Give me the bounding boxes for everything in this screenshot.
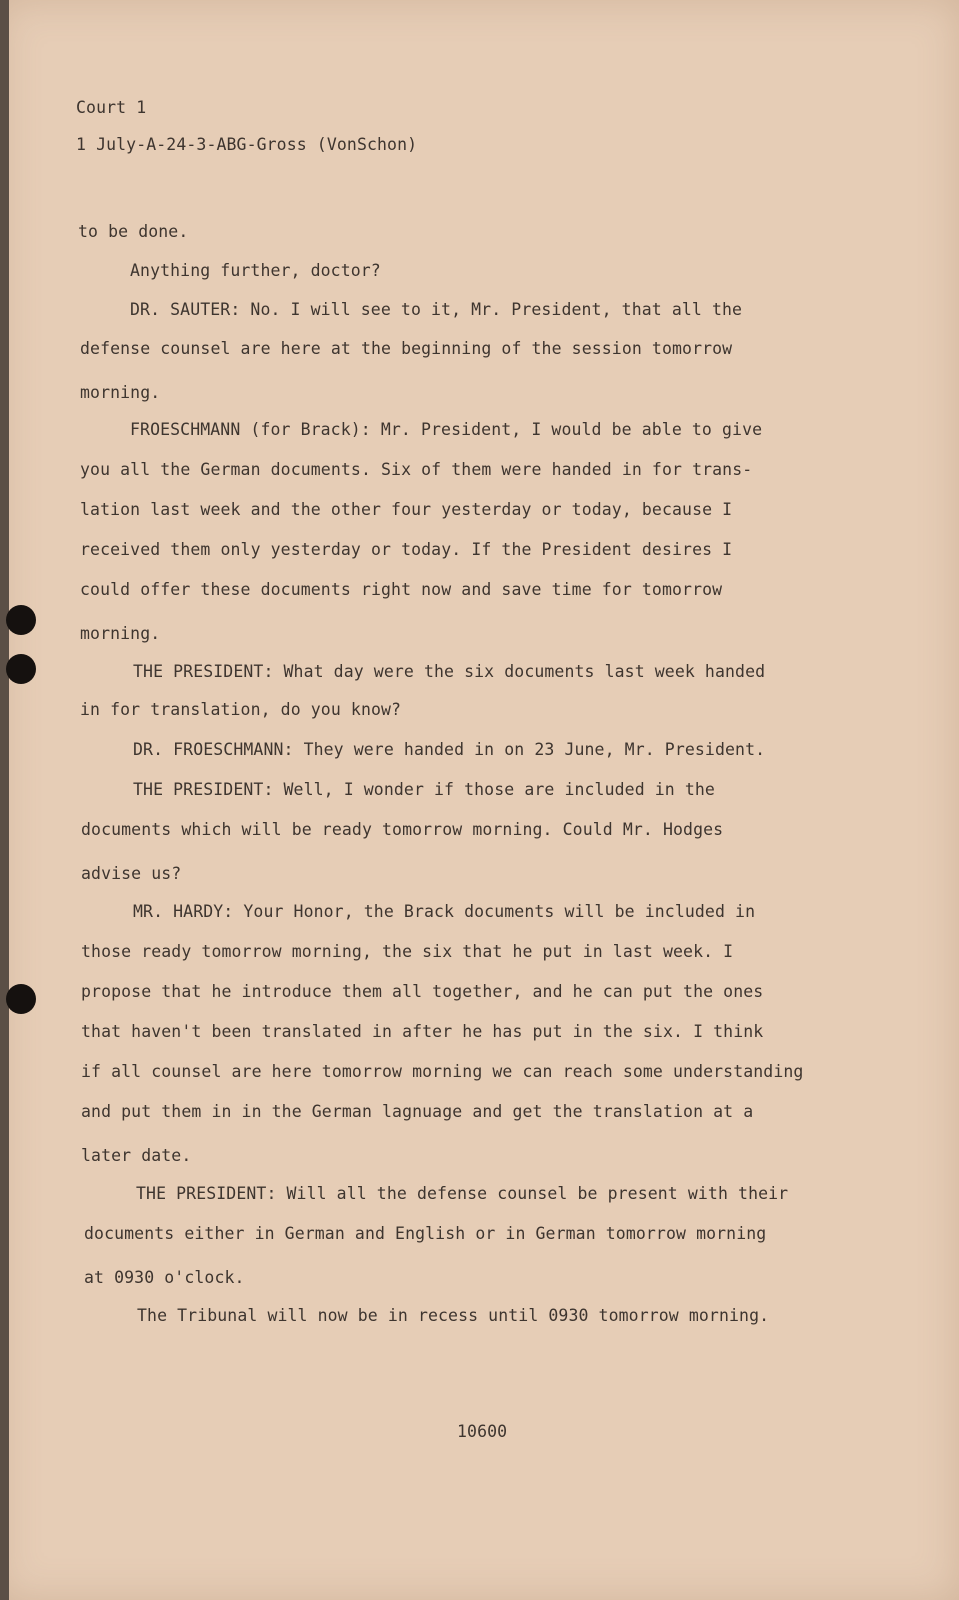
transcript-line: you all the German documents. Six of them were handed in for trans-	[80, 460, 753, 479]
transcript-line: advise us?	[81, 864, 182, 883]
transcript-line: at 0930 o'clock.	[84, 1268, 245, 1287]
transcript-line: documents which will be ready tomorrow morning. Could Mr. Hodges	[81, 820, 724, 839]
punch-hole	[6, 984, 36, 1014]
transcript-line: THE PRESIDENT: Will all the defense counsel be present with their	[136, 1184, 789, 1203]
transcript-line: those ready tomorrow morning, the six that he put in last week. I	[81, 942, 734, 961]
transcript-line: in for translation, do you know?	[80, 700, 402, 719]
transcript-line: Anything further, doctor?	[130, 261, 381, 280]
punch-hole	[6, 654, 36, 684]
transcript-line: documents either in German and English or in German tomorrow morning	[84, 1224, 767, 1243]
transcript-line: later date.	[81, 1146, 192, 1165]
transcript-line: MR. HARDY: Your Honor, the Brack documents will be included in	[133, 902, 756, 921]
document-reference: 1 July-A-24-3-ABG-Gross (VonSchon)	[76, 135, 418, 154]
transcript-line: if all counsel are here tomorrow morning we can reach some understanding	[81, 1062, 804, 1081]
page-left-edge	[0, 0, 9, 1600]
transcript-line: propose that he introduce them all together, and he can put the ones	[81, 982, 764, 1001]
transcript-line: morning.	[80, 624, 161, 643]
transcript-line: and put them in in the German lagnuage and get the translation at a	[81, 1102, 754, 1121]
transcript-line: defense counsel are here at the beginning of the session tomorrow	[80, 339, 733, 358]
transcript-line: lation last week and the other four yesterday or today, because I	[80, 500, 733, 519]
page-number: 10600	[457, 1422, 508, 1441]
transcript-line: THE PRESIDENT: Well, I wonder if those are included in the	[133, 780, 715, 799]
transcript-line: to be done.	[78, 222, 189, 241]
transcript-line: could offer these documents right now and save time for tomorrow	[80, 580, 723, 599]
transcript-line: FROESCHMANN (for Brack): Mr. President, I would be able to give	[130, 420, 763, 439]
transcript-line: that haven't been translated in after he has put in the six. I think	[81, 1022, 764, 1041]
punch-hole	[6, 605, 36, 635]
transcript-line: morning.	[80, 383, 161, 402]
transcript-line: DR. SAUTER: No. I will see to it, Mr. President, that all the	[130, 300, 743, 319]
court-label: Court 1	[76, 98, 147, 117]
transcript-line: THE PRESIDENT: What day were the six documents last week handed	[133, 662, 766, 681]
transcript-line: received them only yesterday or today. If the President desires I	[80, 540, 733, 559]
transcript-line: The Tribunal will now be in recess until 0930 tomorrow morning.	[137, 1306, 770, 1325]
transcript-line: DR. FROESCHMANN: They were handed in on 23 June, Mr. President.	[133, 740, 766, 759]
